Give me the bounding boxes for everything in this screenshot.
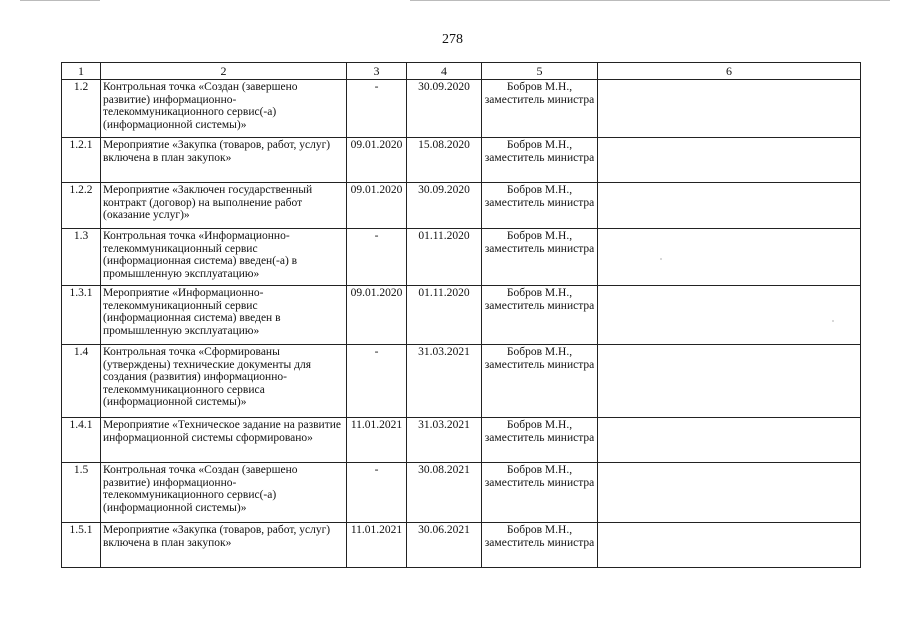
row-number: 1.4 [62,345,101,418]
row-number: 1.5 [62,463,101,523]
start-date: 09.01.2020 [347,138,407,183]
responsible-person: Бобров М.Н., заместитель министра [482,463,598,523]
responsible-person: Бобров М.Н., заместитель министра [482,183,598,229]
row-number: 1.2 [62,80,101,138]
start-date: 11.01.2021 [347,418,407,463]
responsible-person: Бобров М.Н., заместитель министра [482,80,598,138]
event-name: Контрольная точка «Информационно-телекоммуникационный сервис (информационная система) введен(-а) в промышленную эксплуатацию» [101,229,347,286]
column-header: 3 [347,63,407,80]
row-number: 1.3.1 [62,286,101,345]
end-date: 30.08.2021 [407,463,482,523]
column-header: 1 [62,63,101,80]
table-row [62,286,861,345]
note-cell [598,80,861,138]
note-cell [598,523,861,568]
scan-edge-line [20,0,100,1]
start-date: - [347,80,407,138]
table-row [62,229,861,286]
end-date: 30.09.2020 [407,183,482,229]
end-date: 30.06.2021 [407,523,482,568]
column-header: 5 [482,63,598,80]
column-number-row [62,63,861,80]
end-date: 15.08.2020 [407,138,482,183]
table-row [62,523,861,568]
start-date: 11.01.2021 [347,523,407,568]
responsible-person: Бобров М.Н., заместитель министра [482,138,598,183]
end-date: 30.09.2020 [407,80,482,138]
responsible-person: Бобров М.Н., заместитель министра [482,418,598,463]
row-number: 1.3 [62,229,101,286]
page-number: 278 [442,32,463,47]
responsible-person: Бобров М.Н., заместитель министра [482,345,598,418]
responsible-person: Бобров М.Н., заместитель министра [482,229,598,286]
row-number: 1.2.1 [62,138,101,183]
table-row [62,463,861,523]
start-date: - [347,229,407,286]
table-row [62,418,861,463]
note-cell [598,183,861,229]
event-name: Мероприятие «Закупка (товаров, работ, услуг) включена в план закупок» [101,523,347,568]
row-number: 1.4.1 [62,418,101,463]
end-date: 01.11.2020 [407,229,482,286]
scan-speck [660,258,662,260]
start-date: 09.01.2020 [347,286,407,345]
scan-speck [832,320,834,322]
end-date: 31.03.2021 [407,345,482,418]
event-name: Мероприятие «Техническое задание на развитие информационной системы сформировано» [101,418,347,463]
start-date: - [347,463,407,523]
note-cell [598,286,861,345]
table-row [62,183,861,229]
responsible-person: Бобров М.Н., заместитель министра [482,286,598,345]
start-date: 09.01.2020 [347,183,407,229]
event-name: Контрольная точка «Создан (завершено развитие) информационно-телекоммуникационного сервис(-а) (информационной системы)» [101,80,347,138]
event-name: Контрольная точка «Сформированы (утверждены) технические документы для создания (развития) информационно-телекоммуникационного сервиса (информационной системы)» [101,345,347,418]
note-cell [598,229,861,286]
note-cell [598,463,861,523]
event-name: Мероприятие «Информационно-телекоммуникационный сервис (информационная система) введен в промышленную эксплуатацию» [101,286,347,345]
event-name: Мероприятие «Заключен государственный контракт (договор) на выполнение работ (оказание услуг)» [101,183,347,229]
end-date: 31.03.2021 [407,418,482,463]
row-number: 1.5.1 [62,523,101,568]
table-row [62,138,861,183]
start-date: - [347,345,407,418]
scan-edge-line [410,0,890,1]
column-header: 2 [101,63,347,80]
table-row [62,345,861,418]
table-row [62,80,861,138]
column-header: 4 [407,63,482,80]
column-header: 6 [598,63,861,80]
note-cell [598,418,861,463]
note-cell [598,138,861,183]
note-cell [598,345,861,418]
row-number: 1.2.2 [62,183,101,229]
event-name: Контрольная точка «Создан (завершено развитие) информационно-телекоммуникационного сервис(-а) (информационной системы)» [101,463,347,523]
event-name: Мероприятие «Закупка (товаров, работ, услуг) включена в план закупок» [101,138,347,183]
plan-table [61,62,861,568]
responsible-person: Бобров М.Н., заместитель министра [482,523,598,568]
end-date: 01.11.2020 [407,286,482,345]
